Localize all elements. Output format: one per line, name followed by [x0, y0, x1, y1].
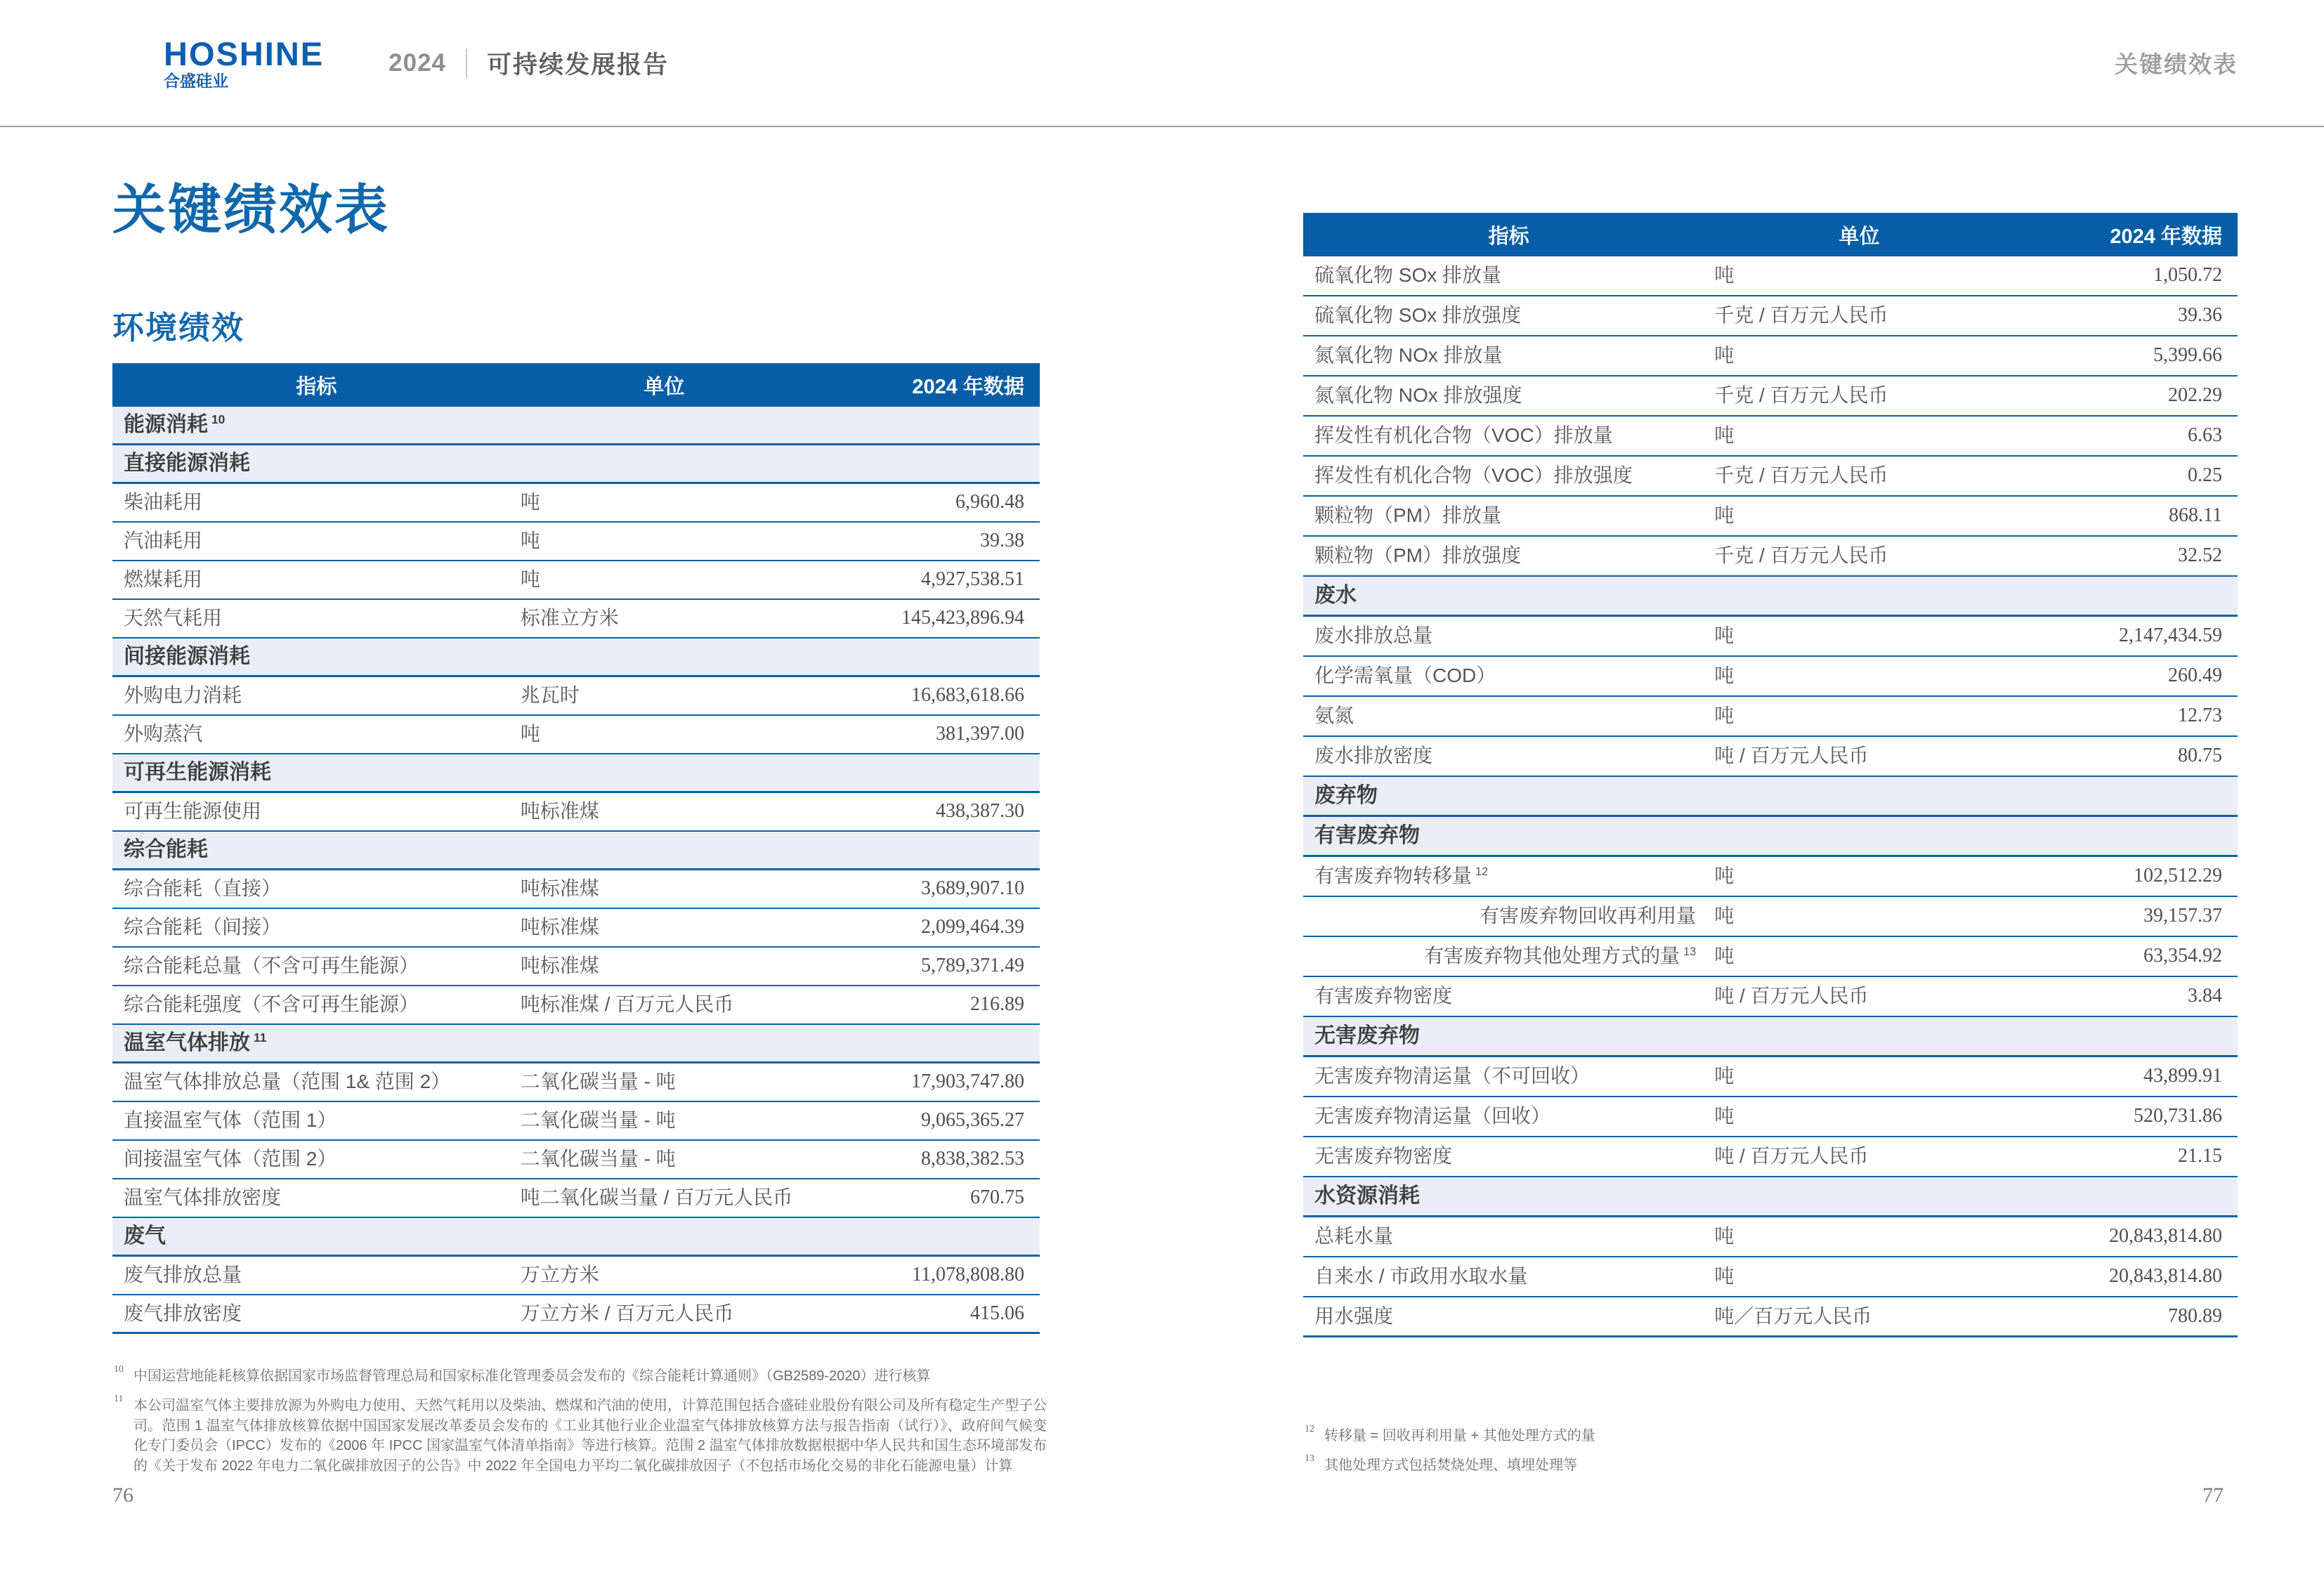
indicator-cell: 废水排放总量 — [1314, 624, 1433, 647]
indicator-cell: 燃煤耗用 — [124, 568, 203, 591]
value-cell: 670.75 — [970, 1186, 1024, 1209]
indicator-cell: 无害废弃物清运量（回收） — [1314, 1105, 1551, 1127]
indicator-cell: 无害废弃物密度 — [1314, 1145, 1453, 1167]
table-row — [1303, 497, 2238, 537]
value-cell: 6,960.48 — [955, 491, 1024, 513]
footnote-marker: 10 — [114, 1364, 124, 1375]
value-cell: 8,838,382.53 — [920, 1148, 1024, 1170]
table-header-row — [1303, 213, 2238, 256]
table-row — [112, 600, 1040, 639]
indicator-cell: 汽油耗用 — [124, 530, 203, 552]
footnote-text: 本公司温室气体主要排放源为外购电力使用、天然气耗用以及柴油、燃煤和汽油的使用，计算范围包括合盛硅业股份有限公司及所有稳定生产型子公司。范围 1 温室气体排放核算依据中国国家发展改革委员会发布的《工业其他行业企业温室气体排放核算方法与报告指南（试行）》、政府间气候变化专门委员会（IPCC）发布的《2006 年 IPCC 国家温室气体清单指南》等进行核算。范围 2 温室气体排放数据根据中华人民共和国生态环境部发布的《关于发布 2022 年电力二氧化碳排放因子的公告》中 2022 年全国电力平均二氧化碳排放因子（不包括市场化交易的非化石能源电量）计算 — [133, 1398, 1047, 1474]
indicator-cell: 氮氧化物 NOx 排放强度 — [1314, 384, 1522, 407]
value-cell: 80.75 — [2177, 745, 2222, 767]
section-row — [1303, 1017, 2238, 1057]
footnote-marker: 11 — [254, 1030, 267, 1045]
indicator-cell: 挥发性有机化合物（VOC）排放强度 — [1314, 464, 1633, 487]
column-header: 单位 — [1839, 225, 1880, 248]
unit-cell: 吨 / 百万元人民币 — [1714, 985, 1869, 1007]
top-header-bar — [0, 0, 2324, 127]
column-header: 单位 — [644, 375, 685, 398]
indicator-cell: 可再生能源使用 — [124, 800, 262, 823]
table-row — [1303, 336, 2238, 377]
column-header: 指标 — [1488, 225, 1529, 248]
unit-cell: 万立方米 — [520, 1264, 599, 1286]
indicator-cell: 温室气体排放 $^{11}$ — [124, 1030, 267, 1055]
unit-cell: 千克 / 百万元人民币 — [1714, 304, 1888, 327]
footnote-text: 其他处理方式包括焚烧处理、填埋处理等 — [1324, 1458, 1577, 1474]
value-cell: 9,065,365.27 — [920, 1109, 1024, 1132]
indicator-cell: 废气排放密度 — [124, 1302, 242, 1324]
section-row — [112, 639, 1040, 677]
company-logo — [164, 34, 325, 90]
unit-cell: 吨 / 百万元人民币 — [1714, 745, 1869, 767]
indicator-cell: 综合能耗强度（不含可再生能源） — [124, 993, 419, 1016]
value-cell: 6.63 — [2187, 424, 2222, 447]
unit-cell: 吨标准煤 — [520, 877, 599, 900]
report-year: 2024 — [389, 48, 447, 77]
indicator-cell: 能源消耗 $^{10}$ — [124, 412, 226, 437]
table-row — [1303, 457, 2238, 497]
value-cell: 260.49 — [2167, 665, 2222, 687]
unit-cell: 吨 — [1714, 1065, 1735, 1087]
value-cell: 39,157.37 — [2143, 905, 2222, 927]
value-cell: 11,078,808.80 — [912, 1264, 1024, 1286]
table-row — [1303, 296, 2238, 336]
value-cell: 0.25 — [2187, 464, 2222, 487]
unit-cell: 吨 — [520, 723, 540, 745]
indicator-cell: 温室气体排放密度 — [124, 1186, 282, 1209]
unit-cell: 吨 — [1714, 624, 1735, 647]
footnote-text: 中国运营地能耗核算依据国家市场监督管理总局和国家标准化管理委员会发布的《综合能耗计算通则》（GB2589-2020）进行核算 — [133, 1368, 931, 1384]
unit-cell: 千克 / 百万元人民币 — [1714, 384, 1888, 407]
unit-cell: 标准立方米 — [520, 607, 619, 629]
environmental-kpi-table-left — [112, 363, 1040, 1334]
table-row — [112, 793, 1040, 832]
value-cell: 520,731.86 — [2133, 1105, 2222, 1127]
unit-cell: 吨 — [1714, 1225, 1735, 1248]
unit-cell: 吨 — [1714, 865, 1735, 887]
table-row — [112, 909, 1040, 948]
indicator-cell: 化学需氧量（COD） — [1314, 665, 1496, 687]
indicator-cell: 直接能源消耗 — [124, 451, 250, 475]
indicator-cell: 无害废弃物清运量（不可回收） — [1314, 1065, 1591, 1087]
table-header-row — [112, 363, 1040, 407]
table-row — [112, 1179, 1040, 1218]
indicator-cell: 废气排放总量 — [124, 1264, 242, 1286]
table-row — [112, 986, 1040, 1025]
unit-cell: 兆瓦时 — [520, 684, 580, 707]
section-row — [112, 1218, 1040, 1257]
page-subtitle: 环境绩效 — [112, 310, 245, 346]
table-row — [1303, 417, 2238, 457]
value-cell: 202.29 — [2167, 384, 2222, 407]
indicator-cell: 柴油耗用 — [124, 491, 203, 513]
section-row — [112, 832, 1040, 870]
logo-wordmark: HOSHINE — [164, 34, 325, 72]
indicator-cell: 外购电力消耗 — [124, 684, 242, 707]
table-row — [1303, 897, 2238, 937]
value-cell: 16,683,618.66 — [910, 684, 1024, 707]
value-cell: 415.06 — [970, 1302, 1024, 1324]
unit-cell: 吨 / 百万元人民币 — [1714, 1145, 1869, 1167]
unit-cell: 吨 — [1714, 1265, 1735, 1288]
section-row — [112, 407, 1040, 445]
unit-cell: 吨 — [520, 491, 540, 513]
unit-cell: 吨 — [1714, 945, 1735, 967]
section-row — [1303, 777, 2238, 817]
unit-cell: 吨 — [520, 568, 540, 591]
indicator-cell: 颗粒物（PM）排放量 — [1314, 504, 1502, 527]
indicator-cell: 有害废弃物回收再利用量 — [1480, 905, 1697, 927]
indicator-cell: 氮氧化物 NOx 排放量 — [1314, 344, 1503, 367]
indicator-cell: 无害废弃物 — [1314, 1023, 1420, 1047]
value-cell: 438,387.30 — [935, 800, 1024, 823]
table-row — [112, 484, 1040, 523]
indicator-cell: 废弃物 — [1314, 783, 1378, 807]
value-cell: 3.84 — [2187, 985, 2222, 1007]
unit-cell: 千克 / 百万元人民币 — [1714, 544, 1888, 567]
unit-cell: 二氧化碳当量 - 吨 — [520, 1071, 676, 1093]
table-row — [1303, 1137, 2238, 1177]
indicator-cell: 自来水 / 市政用水取水量 — [1314, 1265, 1528, 1288]
indicator-cell: 废气 — [124, 1224, 166, 1248]
table-row — [112, 716, 1040, 754]
column-header: 2024 年数据 — [2110, 225, 2222, 248]
footnote-marker: 12 — [1475, 865, 1489, 879]
unit-cell: 吨／百万元人民币 — [1714, 1304, 1872, 1327]
report-title: 可持续发展报告 — [487, 51, 670, 79]
unit-cell: 吨标准煤 — [520, 955, 599, 977]
indicator-cell: 颗粒物（PM）排放强度 — [1314, 544, 1522, 567]
section-row — [1303, 1177, 2238, 1217]
value-cell: 63,354.92 — [2143, 945, 2222, 967]
indicator-cell: 废水 — [1314, 583, 1357, 607]
indicator-cell: 总耗水量 — [1314, 1225, 1394, 1248]
unit-cell: 万立方米 / 百万元人民币 — [520, 1302, 734, 1324]
table-row — [112, 1064, 1040, 1102]
table-row — [112, 948, 1040, 986]
indicator-cell: 有害废弃物转移量 $^{12}$ — [1314, 865, 1489, 887]
indicator-cell: 挥发性有机化合物（VOC）排放量 — [1314, 424, 1613, 447]
indicator-cell: 水资源消耗 — [1314, 1184, 1420, 1208]
value-cell: 12.73 — [2177, 705, 2222, 727]
indicator-cell: 直接温室气体（范围 1） — [124, 1109, 337, 1132]
indicator-cell: 温室气体排放总量（范围 1& 范围 2） — [124, 1071, 451, 1093]
section-row — [1303, 577, 2238, 617]
unit-cell: 吨二氧化碳当量 / 百万元人民币 — [520, 1186, 793, 1209]
indicator-cell: 间接温室气体（范围 2） — [124, 1148, 337, 1170]
value-cell: 216.89 — [970, 993, 1024, 1016]
indicator-cell: 综合能耗（间接） — [124, 916, 282, 938]
table-row — [112, 1295, 1040, 1334]
footnote-marker: 13 — [1305, 1453, 1314, 1465]
table-row — [112, 870, 1040, 909]
value-cell: 381,397.00 — [935, 723, 1024, 745]
table-row — [1303, 977, 2238, 1017]
value-cell: 3,689,907.10 — [920, 877, 1024, 900]
indicator-cell: 外购蒸汽 — [124, 723, 203, 745]
table-row — [1303, 256, 2238, 296]
unit-cell: 吨 — [1714, 264, 1735, 287]
table-row — [1303, 1057, 2238, 1097]
table-row — [112, 561, 1040, 600]
running-head-section-title: 关键绩效表 — [2115, 51, 2238, 77]
table-row — [112, 1257, 1040, 1295]
value-cell: 20,843,814.80 — [2108, 1225, 2222, 1248]
unit-cell: 吨 — [1714, 905, 1735, 927]
table-row — [1303, 697, 2238, 737]
unit-cell: 千克 / 百万元人民币 — [1714, 464, 1888, 487]
footnote-marker: 12 — [1305, 1424, 1314, 1434]
indicator-cell: 天然气耗用 — [124, 607, 223, 629]
environmental-kpi-table-right — [1303, 213, 2238, 1337]
indicator-cell: 有害废弃物 — [1314, 823, 1420, 847]
table-row — [1303, 1097, 2238, 1137]
table-row — [1303, 617, 2238, 657]
table-row — [1303, 857, 2238, 897]
value-cell: 780.89 — [2167, 1304, 2222, 1327]
footnote-marker: 11 — [114, 1394, 124, 1405]
value-cell: 145,423,896.94 — [901, 607, 1024, 629]
indicator-cell: 综合能耗 — [124, 837, 208, 861]
indicator-cell: 有害废弃物其他处理方式的量 $^{13}$ — [1424, 945, 1697, 967]
value-cell: 2,099,464.39 — [920, 916, 1024, 938]
unit-cell: 吨 — [1714, 1105, 1735, 1127]
column-header: 2024 年数据 — [912, 375, 1024, 398]
unit-cell: 二氧化碳当量 - 吨 — [520, 1109, 676, 1132]
unit-cell: 吨 — [1714, 504, 1735, 527]
indicator-cell: 综合能耗（直接） — [124, 877, 282, 900]
value-cell: 102,512.29 — [2133, 865, 2222, 887]
section-row — [112, 1025, 1040, 1064]
column-header: 指标 — [296, 375, 337, 398]
table-row — [1303, 1257, 2238, 1297]
indicator-cell: 有害废弃物密度 — [1314, 985, 1453, 1007]
value-cell: 868.11 — [2169, 504, 2222, 527]
value-cell: 1,050.72 — [2153, 264, 2222, 287]
table-row — [1303, 1297, 2238, 1337]
unit-cell: 吨 — [1714, 705, 1735, 727]
table-row — [1303, 537, 2238, 577]
footnote — [112, 1366, 1047, 1386]
value-cell: 4,927,538.51 — [920, 568, 1024, 591]
page-number-right: 77 — [2202, 1484, 2224, 1507]
footnote — [1303, 1455, 2238, 1475]
unit-cell: 吨 — [1714, 424, 1735, 447]
table-row — [1303, 377, 2238, 417]
unit-cell: 吨标准煤 — [520, 916, 599, 938]
table-row — [112, 1141, 1040, 1179]
table-row — [1303, 657, 2238, 697]
value-cell: 32.52 — [2177, 544, 2222, 567]
value-cell: 43,899.91 — [2143, 1065, 2222, 1087]
value-cell: 2,147,434.59 — [2118, 624, 2222, 647]
indicator-cell: 硫氧化物 SOx 排放量 — [1314, 264, 1502, 287]
footnote-marker: 10 — [211, 412, 226, 427]
table-row — [112, 677, 1040, 716]
indicator-cell: 综合能耗总量（不含可再生能源） — [124, 955, 419, 977]
value-cell: 21.15 — [2177, 1145, 2222, 1167]
unit-cell: 吨标准煤 — [520, 800, 599, 823]
logo-chinese-name: 合盛硅业 — [164, 71, 228, 90]
unit-cell: 吨 — [1714, 665, 1735, 687]
indicator-cell: 间接能源消耗 — [124, 644, 250, 668]
section-row — [112, 445, 1040, 484]
section-row — [1303, 817, 2238, 857]
footnotes-right — [1303, 1426, 2238, 1486]
value-cell: 5,789,371.49 — [920, 955, 1024, 977]
unit-cell: 二氧化碳当量 - 吨 — [520, 1148, 676, 1170]
table-row — [112, 523, 1040, 561]
indicator-cell: 废水排放密度 — [1314, 745, 1433, 767]
value-cell: 20,843,814.80 — [2108, 1265, 2222, 1288]
indicator-cell: 用水强度 — [1314, 1304, 1394, 1327]
table-row — [1303, 1217, 2238, 1257]
vertical-divider — [466, 48, 467, 78]
footnote-marker: 13 — [1683, 945, 1697, 959]
value-cell: 5,399.66 — [2153, 344, 2222, 367]
indicator-cell: 硫氧化物 SOx 排放强度 — [1314, 304, 1522, 327]
table-row — [1303, 937, 2238, 977]
footnote — [112, 1396, 1047, 1476]
footnote-text: 转移量 = 回收再利用量 + 其他处理方式的量 — [1324, 1428, 1595, 1444]
indicator-cell: 可再生能源消耗 — [124, 760, 271, 784]
page-number-left: 76 — [112, 1484, 133, 1507]
unit-cell: 吨 — [1714, 344, 1735, 367]
section-row — [112, 754, 1040, 793]
report-meta — [389, 46, 669, 81]
value-cell: 39.38 — [979, 530, 1024, 552]
table-row — [1303, 737, 2238, 777]
unit-cell: 吨标准煤 / 百万元人民币 — [520, 993, 734, 1016]
footnote — [1303, 1426, 2238, 1446]
page-title: 关键绩效表 — [112, 181, 390, 240]
value-cell: 39.36 — [2177, 304, 2222, 327]
value-cell: 17,903,747.80 — [910, 1071, 1024, 1093]
table-row — [112, 1102, 1040, 1141]
footnotes-left — [112, 1366, 1047, 1486]
indicator-cell: 氨氮 — [1314, 705, 1354, 727]
unit-cell: 吨 — [520, 530, 540, 552]
